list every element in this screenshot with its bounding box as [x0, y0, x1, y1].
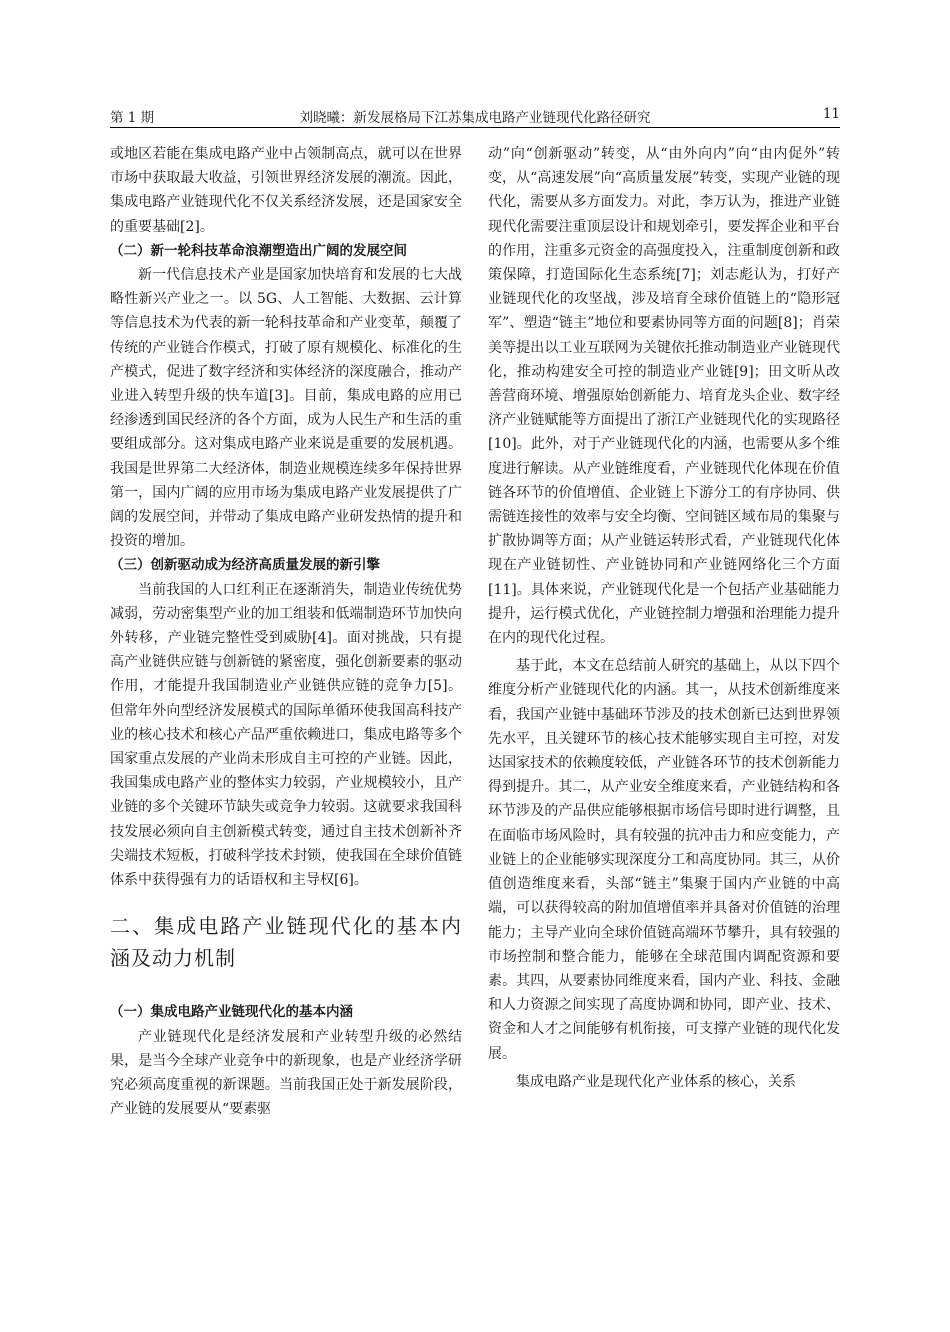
running-header [110, 104, 840, 126]
paragraph: 动”向“创新驱动”转变，从“由外向内”向“由内促外”转变，从“高速发展”向“高质量发展”转变，实现产业链的现代化，需要从多方面发力。对此，李万认为，推进产业链现代化需要注重顶层设计和规划牵引，要发挥企业和平台的作用，注重多元资金的高强度投入，注重制度创新和政策保障，打造国际化生态系统[7]；刘志彪认为，打好产业链现代化的攻坚战，涉及培育全球价值链上的“隐形冠军”、塑造“链主”地位和要素协同等方面的问题[8]；肖荣美等提出以工业互联网为关键依托推动制造业产业链现代化，推动构建安全可控的制造业产业链[9]；田文昕从改善营商环境、增强原始创新能力、培育龙头企业、数字经济产业链赋能等方面提出了浙江产业链现代化的实现路径[10]。此外，对于产业链现代化的内涵，也需要从多个维度进行解读。从产业链维度看，产业链现代化体现在价值链各环节的价值增值、企业链上下游分工的有序协同、供需链连接性的效率与安全均衡、空间链区域布局的集聚与扩散协调等方面；从产业链运转形式看，产业链现代化体现在产业链韧性、产业链协同和产业链网络化三个方面[11]。具体来说，产业链现代化是一个包括产业基础能力提升，运行模式优化，产业链控制力增强和治理能力提升在内的现代化过程。 [488, 146, 840, 647]
subsection-heading: （二）新一轮科技革命浪潮塑造出广阔的发展空间 [110, 242, 407, 259]
subsection-heading: （三）创新驱动成为经济高质量发展的新引擎 [110, 557, 380, 574]
left-column [110, 142, 462, 1121]
section-heading: 二、集成电路产业链现代化的基本内涵及动力机制 [110, 914, 462, 971]
paragraph: 产业链现代化是经济发展和产业转型升级的必然结果，是当今全球产业竞争中的新现象，也是产业经济学研究必须高度重视的新课题。当前我国正处于新发展阶段，产业链的发展要从“要素驱 [110, 1028, 462, 1118]
paragraph: 基于此，本文在总结前人研究的基础上，从以下四个维度分析产业链现代化的内涵。其一，从技术创新维度来看，我国产业链中基础环节涉及的技术创新已达到世界领先水平，且关键环节的核心技术能够实现自主可控，对发达国家技术的依赖度较低，产业链各环节的技术创新能力得到提升。其二，从产业安全维度来看，产业链结构和各环节涉及的产品供应能够根据市场信号即时进行调整，且在面临市场风险时，具有较强的抗冲击力和应变能力，产业链上的企业能够实现深度分工和高度协同。其三，从价值创造维度来看，头部“链主”集聚于国内产业链的中高端，可以获得较高的附加值增值率并具备对价值链的治理能力；主导产业向全球价值链高端环节攀升，具有较强的市场控制和整合能力，能够在全球范围内调配资源和要素。其四，从要素协同维度来看，国内产业、科技、金融和人力资源之间实现了高度协调和协同，即产业、技术、资金和人才之间能够有机衔接，可支撑产业链的现代化发展。 [488, 658, 840, 1062]
paragraph: 集成电路产业是现代化产业体系的核心，关系 [516, 1073, 796, 1090]
paragraph: 或地区若能在集成电路产业中占领制高点，就可以在世界市场中获取最大收益，引领世界经济发展的潮流。因此，集成电路产业链现代化不仅关系经济发展，还是国家安全的重要基础[2]。 [110, 146, 462, 235]
header-rule [110, 127, 840, 128]
issue-number: 第 1 期 [110, 110, 155, 126]
paragraph: 当前我国的人口红利正在逐渐消失，制造业传统优势减弱，劳动密集型产业的加工组装和低端制造环节加快向外转移，产业链完整性受到威胁[4]。面对挑战，只有提高产业链供应链与创新链的紧密度，强化创新要素的驱动作用，才能提升我国制造业产业链供应链的竞争力[5]。但常年外向型经济发展模式的国际单循环使我国高科技产业的核心技术和核心产品严重依赖进口，集成电路等多个国家重点发展的产业尚未形成自主可控的产业链。因此，我国集成电路产业的整体实力较弱，产业规模较小，且产业链的多个关键环节缺失或竞争力较弱。这就要求我国科技发展必须向自主创新模式转变，通过自主技术创新补齐尖端技术短板，打破科学技术封锁，使我国在全球价值链体系中获得强有力的话语权和主导权[6]。 [110, 581, 462, 889]
paragraph: 新一代信息技术产业是国家加快培育和发展的七大战略性新兴产业之一。以 5G、人工智能、大数据、云计算等信息技术为代表的新一轮科技革命和产业变革，颠覆了传统的产业链合作模式，打破了原有规模化、标准化的生产模式，促进了数字经济和实体经济的深度融合，推动产业进入转型升级的快车道[3]。目前，集成电路的应用已经渗透到国民经济的各个方面，成为人民生产和生活的重要组成部分。这对集成电路产业来说是重要的发展机遇。我国是世界第二大经济体，制造业规模连续多年保持世界第一，国内广阔的应用市场为集成电路产业发展提供了广阔的发展空间，并带动了集成电路产业研发热情的提升和投资的增加。 [110, 267, 462, 550]
running-title: 刘晓曦：新发展格局下江苏集成电路产业链现代化路径研究 [299, 110, 651, 126]
subsection-heading: （一）集成电路产业链现代化的基本内涵 [110, 1004, 353, 1021]
page-number: 11 [822, 106, 840, 122]
right-column [488, 142, 840, 1094]
